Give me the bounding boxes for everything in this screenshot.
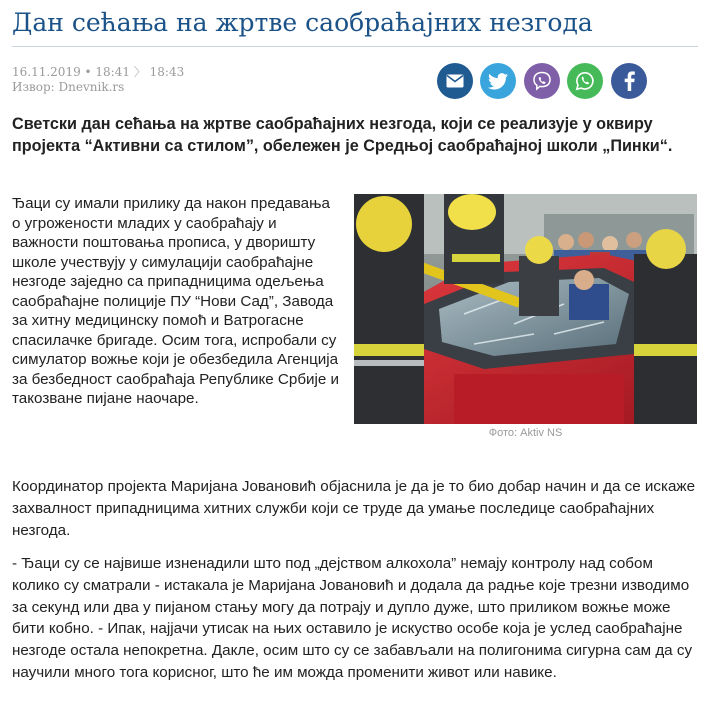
article-photo bbox=[354, 194, 697, 424]
article-title: Дан сећања на жртве саобраћајних незгода bbox=[12, 8, 593, 37]
article-lead: Светски дан сећања на жртве саобраћајних незгода, који се реализује у оквиру пројекта “Активни са стилом”, обележен је Средњој саобраћајној школи „Пинки“. bbox=[12, 115, 673, 155]
share-twitter-button[interactable] bbox=[480, 63, 516, 99]
photo-credit: Фото: Aktiv NS bbox=[488, 427, 563, 439]
article-datetime: 16.11.2019 • 18:41 〉 18:43 bbox=[12, 65, 185, 79]
viber-icon bbox=[532, 71, 552, 91]
title-divider bbox=[12, 46, 698, 47]
article-paragraph-3: - Ђаци су се највише изненадили што под „дејством алкохола” немају контролу над собом колико су сматрали - истакала је Маријана Јовановић и додала да радње које трезни изводимо за секунд или два у пијаном стању могу да потрају и дупло дуже, што приликом вожње може бити кобно. - Ипак, најјачи утисак на њих оставило је искуство особе која је услед саобраћајне незгоде остала непокретна. Дакле, осим што су се забављали на полигонима сигурна сам да су научили много тога корисног, што ће им можда променити живот или навике. bbox=[12, 555, 693, 681]
share-whatsapp-button[interactable] bbox=[567, 63, 603, 99]
article-source: Извор: Dnevnik.rs bbox=[12, 80, 125, 94]
rescue-scene-image bbox=[354, 194, 697, 424]
share-viber-button[interactable] bbox=[524, 63, 560, 99]
article-paragraph-1: Ђаци су имали прилику да након предавања о угрожености младих у саобраћају и важности поштовања прописа, у дворишту школе учествују у симулацији саобраћајне незгоде заједно са припадницима одељења саобраћајне полиције ПУ “Нови Сад”, Завода за хитну медицинску помоћ и Ватрогасне спасилачке бригаде. Осим тога, испробали су симулатор вожње који је обезбедила Агенција за безбедност саобраћаја Републике Србије и такозване пијане наочаре. bbox=[12, 195, 340, 407]
email-icon bbox=[446, 74, 464, 88]
article-paragraph-2: Координатор пројекта Маријана Јовановић објаснила је да је то био добар начин и да се искаже захвалност припадницима хитних служби који се труде да умање последице саобраћајних незгода. bbox=[12, 478, 696, 539]
whatsapp-icon bbox=[575, 71, 595, 91]
share-email-button[interactable] bbox=[437, 63, 473, 99]
article-meta bbox=[12, 65, 184, 95]
twitter-icon bbox=[488, 73, 508, 90]
facebook-icon bbox=[624, 71, 635, 91]
share-facebook-button[interactable] bbox=[611, 63, 647, 99]
